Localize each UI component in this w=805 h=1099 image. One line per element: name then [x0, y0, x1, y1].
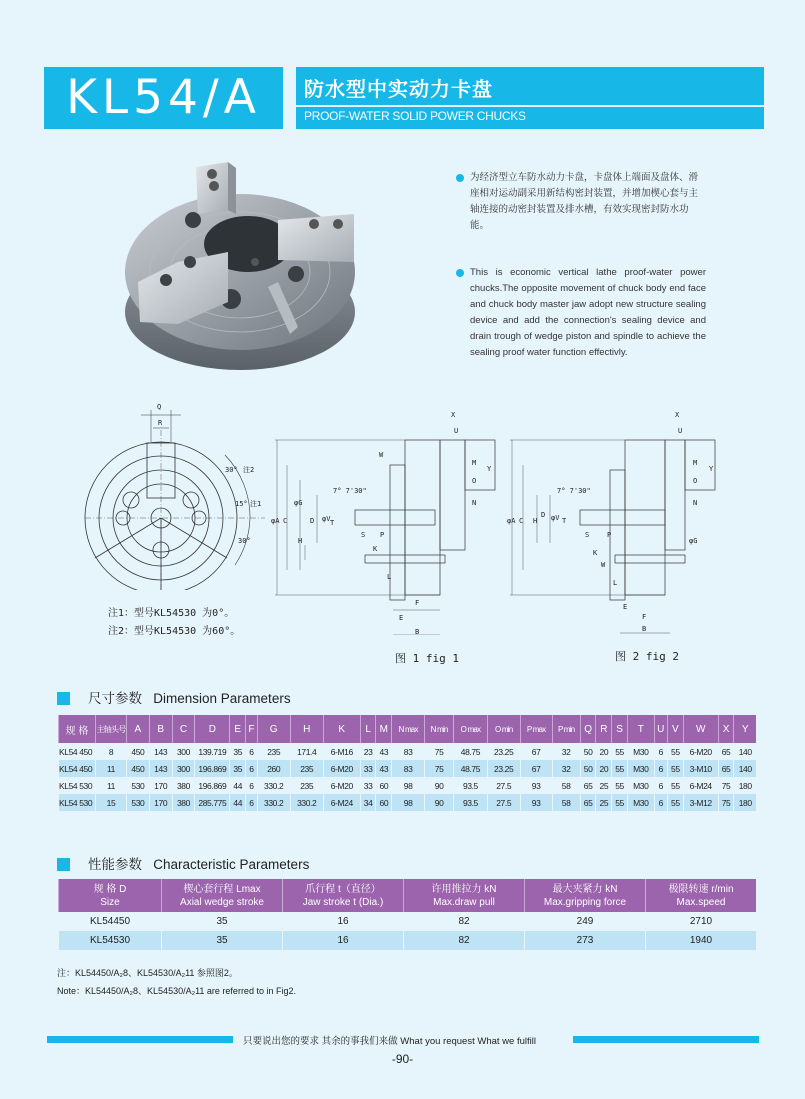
col-header: V: [667, 715, 683, 743]
col-header: O min: [487, 715, 520, 743]
table-cell: 6: [654, 777, 667, 794]
table-cell: M30: [627, 760, 654, 777]
svg-text:H: H: [298, 537, 303, 545]
table-cell: 60: [376, 777, 392, 794]
table-cell: 82: [404, 912, 525, 931]
table-cell: 55: [612, 777, 628, 794]
table-cell: 98: [392, 777, 425, 794]
table-cell: 55: [667, 794, 683, 811]
col-header: R: [596, 715, 612, 743]
table-cell: 55: [612, 760, 628, 777]
table-cell: 27.5: [487, 777, 520, 794]
fig1-section-drawing: [265, 405, 505, 635]
table-cell: 6-M24: [683, 777, 718, 794]
characteristic-title-cn: 性能参数: [88, 857, 142, 872]
table-cell: 75: [718, 794, 734, 811]
svg-text:Q: Q: [157, 403, 162, 411]
table-cell: 180: [734, 777, 756, 794]
intro-en: [456, 265, 706, 361]
table-cell: 35: [230, 760, 246, 777]
col-header: 最大夹紧力 kN Max.gripping force: [525, 879, 646, 912]
col-header: F: [246, 715, 258, 743]
table-cell: 83: [392, 760, 425, 777]
svg-text:W: W: [379, 451, 384, 459]
table-cell: 300: [172, 743, 195, 760]
svg-text:W: W: [601, 561, 606, 569]
table-cell: 27.5: [487, 794, 520, 811]
col-header: P max: [520, 715, 552, 743]
col-header: P min: [552, 715, 580, 743]
table-cell: 11: [96, 777, 127, 794]
table-cell: 285.775: [195, 794, 230, 811]
table-cell: 20: [596, 743, 612, 760]
table-cell: 90: [425, 777, 454, 794]
table-cell: 65: [718, 760, 734, 777]
col-header: E: [230, 715, 246, 743]
title-divider: [296, 105, 764, 107]
section-marker-icon: [57, 692, 70, 705]
table-cell: 196.869: [195, 760, 230, 777]
svg-text:φA: φA: [507, 517, 516, 525]
svg-text:φA: φA: [271, 517, 280, 525]
fig2-caption: 图 2 fig 2: [615, 650, 679, 663]
table-cell: KL54 530: [59, 777, 96, 794]
table-cell: 55: [612, 794, 628, 811]
table-cell: 2710: [646, 912, 757, 931]
table-cell: 6-M16: [323, 743, 360, 760]
col-header: 主轴头号: [96, 715, 127, 743]
table-cell: 23.25: [487, 743, 520, 760]
svg-text:30°: 30°: [225, 466, 238, 474]
table-cell: 32: [552, 743, 580, 760]
characteristic-table: [58, 879, 756, 950]
svg-text:H: H: [533, 517, 538, 525]
table-cell: 44: [230, 794, 246, 811]
svg-text:7° 7'30": 7° 7'30": [557, 487, 591, 495]
svg-text:R: R: [158, 419, 163, 427]
table-cell: KL54 450: [59, 760, 96, 777]
table-cell: 50: [580, 760, 596, 777]
table-cell: 48.75: [454, 743, 488, 760]
col-header: Q: [580, 715, 596, 743]
table-cell: 75: [425, 760, 454, 777]
svg-text:φV: φV: [322, 515, 331, 523]
svg-text:D: D: [541, 511, 546, 519]
svg-text:X: X: [675, 411, 680, 419]
table-row: [59, 760, 757, 777]
table-cell: 273: [525, 931, 646, 950]
table-cell: 35: [162, 912, 283, 931]
svg-text:T: T: [562, 517, 567, 525]
svg-text:注2: 注2: [243, 466, 255, 474]
table-cell: 58: [552, 777, 580, 794]
table-cell: 330.2: [290, 794, 323, 811]
svg-text:K: K: [593, 549, 598, 557]
table-cell: 75: [425, 743, 454, 760]
title-banner: [296, 67, 764, 129]
svg-text:K: K: [373, 545, 378, 553]
table-cell: 43: [376, 743, 392, 760]
table-cell: 55: [667, 777, 683, 794]
front-view-note-1: 注1：型号KL54530 为0°。: [108, 608, 235, 619]
col-header: 规 格 D Size: [59, 879, 162, 912]
table-row: [59, 794, 757, 811]
characteristic-section-heading: [57, 853, 309, 873]
svg-text:注1: 注1: [250, 500, 262, 508]
intro-cn: [456, 170, 706, 234]
table-cell: 330.2: [257, 777, 290, 794]
table-cell: 380: [172, 777, 195, 794]
table-cell: 300: [172, 760, 195, 777]
model-title: KL54/A: [44, 67, 283, 129]
svg-text:N: N: [472, 499, 477, 507]
table-cell: 196.869: [195, 777, 230, 794]
footer-bar-right: [573, 1036, 759, 1043]
svg-text:B: B: [642, 625, 647, 633]
col-header: N max: [392, 715, 425, 743]
table-cell: 82: [404, 931, 525, 950]
table-cell: 140: [734, 760, 756, 777]
svg-text:O: O: [472, 477, 477, 485]
col-header: N min: [425, 715, 454, 743]
col-header: Y: [734, 715, 756, 743]
col-header: S: [612, 715, 628, 743]
fig1-caption: 图 1 fig 1: [395, 652, 459, 665]
table-cell: KL54530: [59, 931, 162, 950]
svg-text:φV: φV: [551, 514, 560, 522]
table-cell: KL54 530: [59, 794, 96, 811]
svg-text:Y: Y: [709, 465, 714, 473]
col-header: A: [127, 715, 150, 743]
svg-text:E: E: [399, 614, 404, 622]
table-cell: 48.75: [454, 760, 488, 777]
table-cell: 23.25: [487, 760, 520, 777]
table-cell: 34: [360, 794, 376, 811]
fig2-section-drawing: [505, 405, 720, 635]
dimension-section-heading: [57, 687, 291, 707]
footer-slogan: 只要说出您的要求 其余的事我们来做 What you request What we fulfill: [243, 1036, 536, 1047]
svg-text:L: L: [387, 573, 392, 581]
table-cell: 58: [552, 794, 580, 811]
table-cell: 6: [654, 760, 667, 777]
svg-text:X: X: [451, 411, 456, 419]
table-cell: 143: [149, 743, 172, 760]
svg-text:F: F: [642, 613, 647, 621]
table-cell: 6: [246, 777, 258, 794]
svg-text:U: U: [454, 427, 459, 435]
svg-text:O: O: [693, 477, 698, 485]
table-cell: 6: [654, 743, 667, 760]
table-cell: 139.719: [195, 743, 230, 760]
svg-text:φG: φG: [689, 537, 698, 545]
col-header: B: [149, 715, 172, 743]
svg-text:S: S: [361, 531, 366, 539]
table-cell: 330.2: [257, 794, 290, 811]
footer-bar-left: [47, 1036, 233, 1043]
table-cell: 23: [360, 743, 376, 760]
col-header: T: [627, 715, 654, 743]
table-cell: 33: [360, 760, 376, 777]
table-cell: 450: [127, 760, 150, 777]
table-cell: KL54 450: [59, 743, 96, 760]
table-cell: 83: [392, 743, 425, 760]
table-cell: 170: [149, 794, 172, 811]
front-view-note-2: 注2：型号KL54530 为60°。: [108, 626, 241, 637]
table-cell: 235: [290, 777, 323, 794]
table-cell: 235: [257, 743, 290, 760]
col-header: O max: [454, 715, 488, 743]
table-cell: 93: [520, 777, 552, 794]
table-cell: 50: [580, 743, 596, 760]
col-header: 规 格: [59, 715, 96, 743]
col-header: W: [683, 715, 718, 743]
table-cell: 93: [520, 794, 552, 811]
col-header: M: [376, 715, 392, 743]
table-cell: 6-M20: [323, 760, 360, 777]
table-cell: 3-M12: [683, 794, 718, 811]
table-cell: 1940: [646, 931, 757, 950]
table-cell: 55: [612, 743, 628, 760]
table-cell: 171.4: [290, 743, 323, 760]
col-header: D: [195, 715, 230, 743]
svg-text:E: E: [623, 603, 628, 611]
dimension-title-cn: 尺寸参数: [88, 691, 142, 706]
table-cell: 60: [376, 794, 392, 811]
svg-text:U: U: [678, 427, 683, 435]
svg-text:30°: 30°: [238, 537, 251, 545]
table-cell: 65: [580, 794, 596, 811]
svg-text:P: P: [607, 531, 612, 539]
table-row: [59, 743, 757, 760]
table-cell: 25: [596, 794, 612, 811]
table-cell: 180: [734, 794, 756, 811]
svg-text:C: C: [519, 517, 524, 525]
svg-text:Y: Y: [487, 465, 492, 473]
col-header: G: [257, 715, 290, 743]
table-cell: M30: [627, 743, 654, 760]
front-view-drawing: [75, 400, 275, 590]
table-cell: 249: [525, 912, 646, 931]
table-cell: 6-M20: [683, 743, 718, 760]
table-cell: 55: [667, 743, 683, 760]
table-cell: M30: [627, 794, 654, 811]
svg-text:C: C: [283, 517, 288, 525]
svg-text:φG: φG: [294, 499, 303, 507]
table-row: [59, 931, 757, 950]
col-header: 极限转速 r/min Max.speed: [646, 879, 757, 912]
col-header: X: [718, 715, 734, 743]
svg-text:T: T: [330, 519, 335, 527]
table-cell: 6: [246, 743, 258, 760]
table-cell: 32: [552, 760, 580, 777]
table-row: [59, 777, 757, 794]
characteristic-title-en: Characteristic Parameters: [153, 857, 310, 872]
table-cell: 143: [149, 760, 172, 777]
table-cell: 380: [172, 794, 195, 811]
table-cell: 20: [596, 760, 612, 777]
product-photo: [118, 152, 358, 377]
section-marker-icon: [57, 858, 70, 871]
note-cn: 注：KL54450/A₂8、KL54530/A₂11 参照图2。: [57, 968, 238, 978]
table-cell: 15: [96, 794, 127, 811]
table-cell: 35: [162, 931, 283, 950]
table-cell: 6: [654, 794, 667, 811]
dimension-table: [58, 715, 756, 811]
intro-cn-text: 为经济型立车防水动力卡盘，卡盘体上端面及盘体、滑座相对运动副采用新结构密封装置，并增加楔心套与主轴连接的动密封装置及排水槽，有效实现密封防水功能。: [470, 172, 699, 231]
table-cell: 44: [230, 777, 246, 794]
table-cell: 33: [360, 777, 376, 794]
table-cell: 11: [96, 760, 127, 777]
svg-text:F: F: [415, 599, 420, 607]
table-cell: 98: [392, 794, 425, 811]
table-cell: 55: [667, 760, 683, 777]
table-cell: 93.5: [454, 794, 488, 811]
table-cell: 6: [246, 760, 258, 777]
note-en: Note：KL54450/A₂8、KL54530/A₂11 are referred to in Fig2.: [57, 986, 296, 996]
svg-text:N: N: [693, 499, 698, 507]
table-cell: 8: [96, 743, 127, 760]
col-header: C: [172, 715, 195, 743]
col-header: 爪行程 t（直径） Jaw stroke t (Dia.): [283, 879, 404, 912]
table-cell: 16: [283, 912, 404, 931]
table-cell: 90: [425, 794, 454, 811]
table-cell: 140: [734, 743, 756, 760]
svg-text:S: S: [585, 531, 590, 539]
table-cell: 67: [520, 760, 552, 777]
table-cell: 93.5: [454, 777, 488, 794]
svg-text:15°: 15°: [235, 500, 248, 508]
table-cell: 16: [283, 931, 404, 950]
svg-text:P: P: [380, 531, 385, 539]
page-number: -90-: [391, 1052, 414, 1066]
table-row: [59, 912, 757, 931]
table-cell: 65: [580, 777, 596, 794]
svg-text:M: M: [472, 459, 477, 467]
table-cell: 3-M10: [683, 760, 718, 777]
table-cell: 75: [718, 777, 734, 794]
table-cell: 260: [257, 760, 290, 777]
table-cell: 235: [290, 760, 323, 777]
svg-text:M: M: [693, 459, 698, 467]
col-header: K: [323, 715, 360, 743]
col-header: U: [654, 715, 667, 743]
title-en: PROOF-WATER SOLID POWER CHUCKS: [304, 109, 526, 123]
table-cell: 530: [127, 777, 150, 794]
table-cell: 25: [596, 777, 612, 794]
table-cell: 43: [376, 760, 392, 777]
table-cell: KL54450: [59, 912, 162, 931]
svg-text:B: B: [415, 628, 420, 635]
svg-text:D: D: [310, 517, 315, 525]
bullet-icon: [456, 269, 464, 277]
table-cell: 170: [149, 777, 172, 794]
table-cell: 6-M24: [323, 794, 360, 811]
title-cn: 防水型中实动力卡盘: [304, 79, 493, 101]
col-header: H: [290, 715, 323, 743]
svg-text:7° 7'30": 7° 7'30": [333, 487, 367, 495]
svg-text:L: L: [613, 579, 618, 587]
table-cell: 35: [230, 743, 246, 760]
table-cell: 530: [127, 794, 150, 811]
intro-en-text: This is economic vertical lathe proof-water power chucks.The opposite movement of chuck body end face and chuck body master jaw adopt new structure sealing device and add the connection's sealing device and drain trough of wedge piston and spindle to achieve the sealing proof water function effectivly.: [470, 267, 706, 358]
table-cell: 450: [127, 743, 150, 760]
col-header: 许用推拉力 kN Max.draw pull: [404, 879, 525, 912]
table-cell: 6-M20: [323, 777, 360, 794]
table-cell: 65: [718, 743, 734, 760]
table-cell: 6: [246, 794, 258, 811]
table-cell: 67: [520, 743, 552, 760]
col-header: 楔心套行程 Lmax Axial wedge stroke: [162, 879, 283, 912]
dimension-title-en: Dimension Parameters: [153, 691, 291, 706]
table-cell: M30: [627, 777, 654, 794]
dimension-header-row: [59, 715, 757, 743]
bullet-icon: [456, 174, 464, 182]
col-header: L: [360, 715, 376, 743]
characteristic-header-row: [59, 879, 757, 912]
